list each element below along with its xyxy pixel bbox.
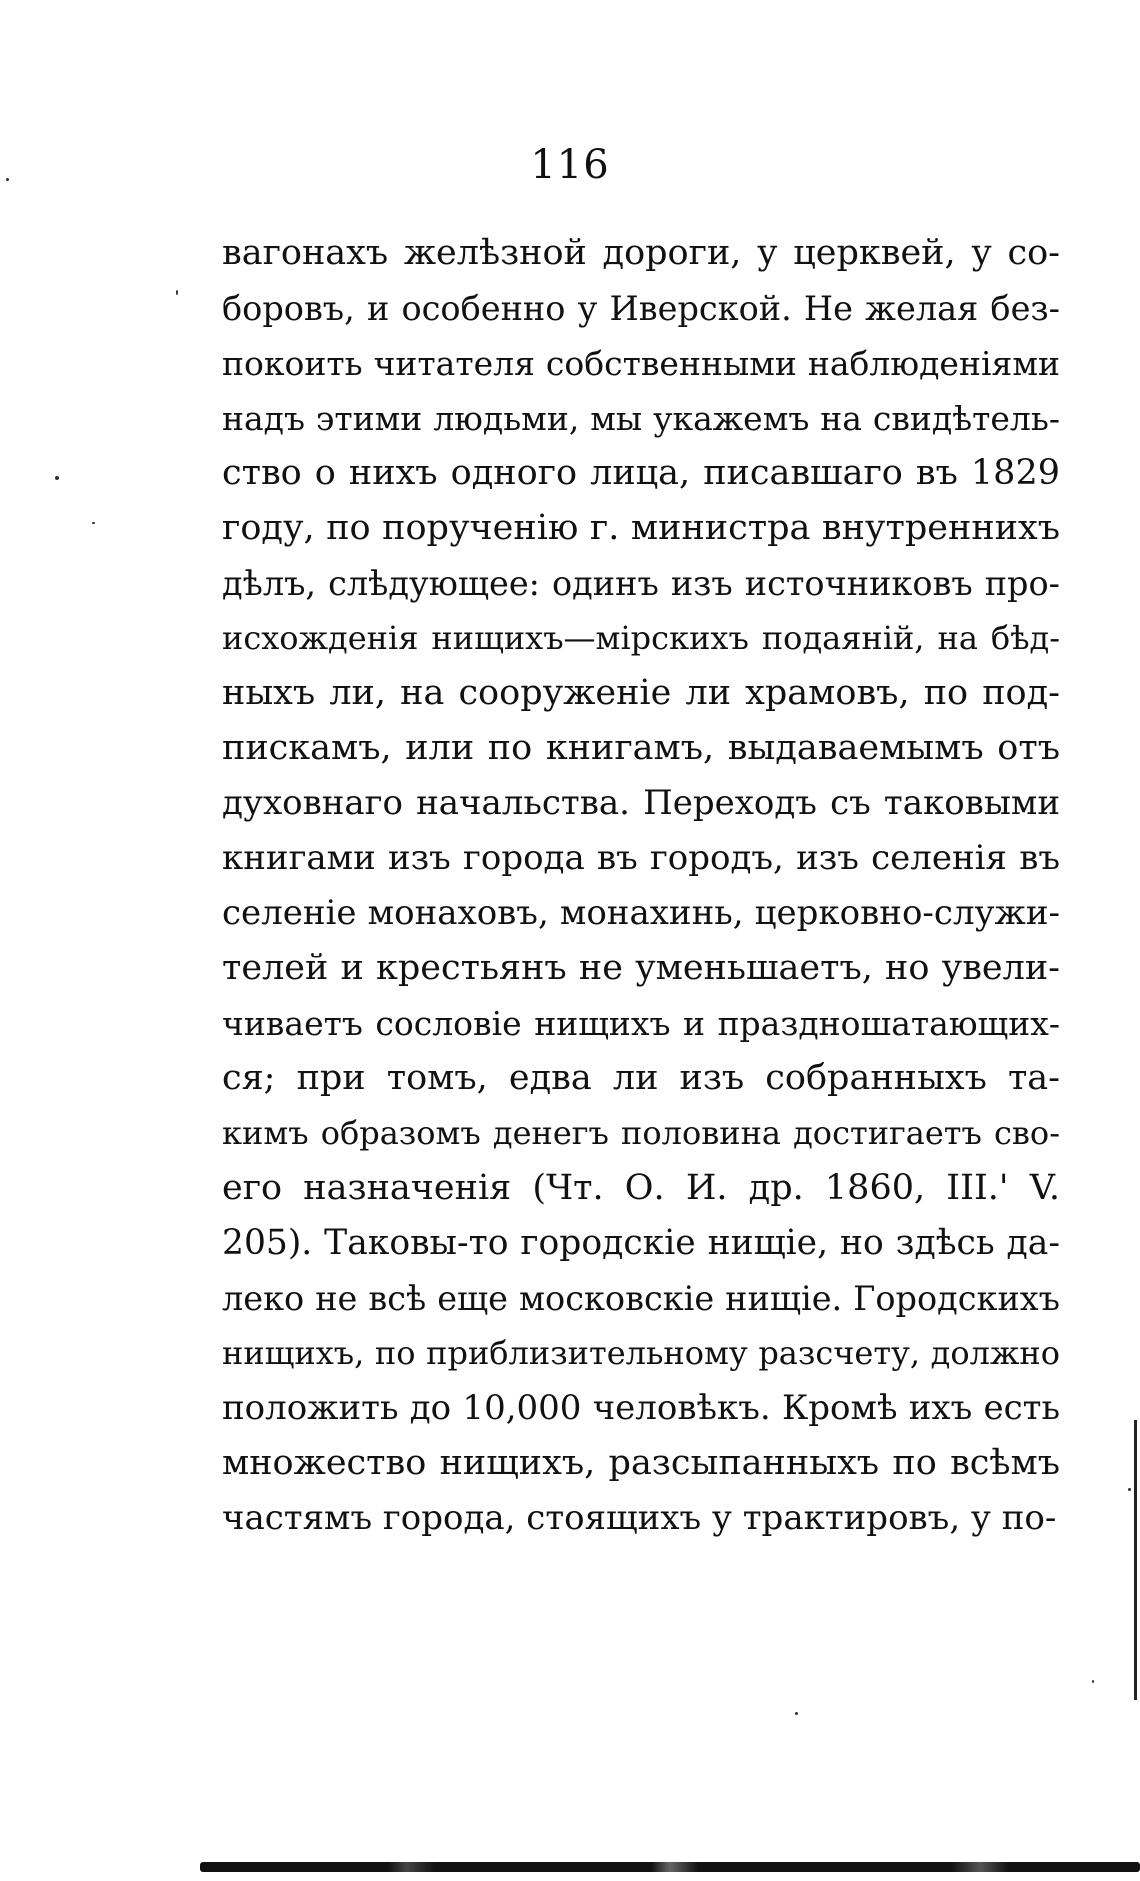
text-line: селеніе монаховъ, монахинь, церковно-служи- [222,893,1060,933]
scan-speck [92,522,95,524]
body-text [222,226,1060,1546]
page-number: 116 [530,142,610,188]
text-line: исхожденія нищихъ—мірскихъ подаяній, на бѣд- [222,619,1060,657]
text-line: году, по порученію г. министра внутреннихъ [222,508,1060,548]
text-line: покоить читателя собственными наблюденіями [222,344,1060,383]
text-line: вагонахъ желѣзной дороги, у церквей, у со- [222,233,1060,273]
text-line: ся; при томъ, едва ли изъ собранныхъ та- [222,1058,1060,1098]
text-line: пискамъ, или по книгамъ, выдаваемымъ отъ [222,728,1060,768]
text-line: 205). Таковы-то городскіе нищіе, но здѣсь да- [222,1223,1060,1263]
text-line: книгами изъ города въ городъ, изъ селенія въ [222,838,1060,878]
scan-speck [1128,1488,1131,1491]
text-line: телей и крестьянъ не уменьшаетъ, но увели- [222,948,1060,988]
scan-speck [6,178,9,181]
text-line: его назначенія (Чт. О. И. др. 1860, III.' V. [222,1168,1060,1208]
scan-speck [55,476,59,480]
text-line: множество нищихъ, разсыпанныхъ по всѣмъ [222,1443,1060,1483]
text-line: частямъ города, стоящихъ у трактировъ, у по- [222,1498,1057,1538]
text-line: боровъ, и особенно у Иверской. Не желая без- [222,289,1060,328]
text-line: нищихъ, по приблизительному разсчету, должно [222,1334,1060,1372]
scan-edge-line [1134,1420,1137,1700]
text-line: духовнаго начальства. Переходъ съ таковыми [222,783,1060,823]
text-line: чиваетъ сословіе нищихъ и праздношатающих- [222,1004,1060,1043]
text-line: положить до 10,000 человѣкъ. Кромѣ ихъ есть [222,1388,1060,1428]
text-line: кимъ образомъ денегъ половина достигаетъ сво- [222,1114,1060,1152]
scan-bottom-edge [200,1862,1140,1872]
text-line: надъ этими людьми, мы укажемъ на свидѣтель- [222,399,1060,438]
scan-speck [795,1712,798,1715]
scan-speck [1092,1680,1094,1683]
text-line: ство о нихъ одного лица, писавшаго въ 1829 [222,453,1060,493]
text-line: дѣлъ, слѣдующее: одинъ изъ источниковъ про- [222,564,1060,603]
text-line: ныхъ ли, на сооруженіе ли храмовъ, по под- [222,673,1060,713]
text-line: леко не всѣ еще московскіе нищіе. Городскихъ [222,1279,1060,1318]
scan-speck [176,290,178,295]
